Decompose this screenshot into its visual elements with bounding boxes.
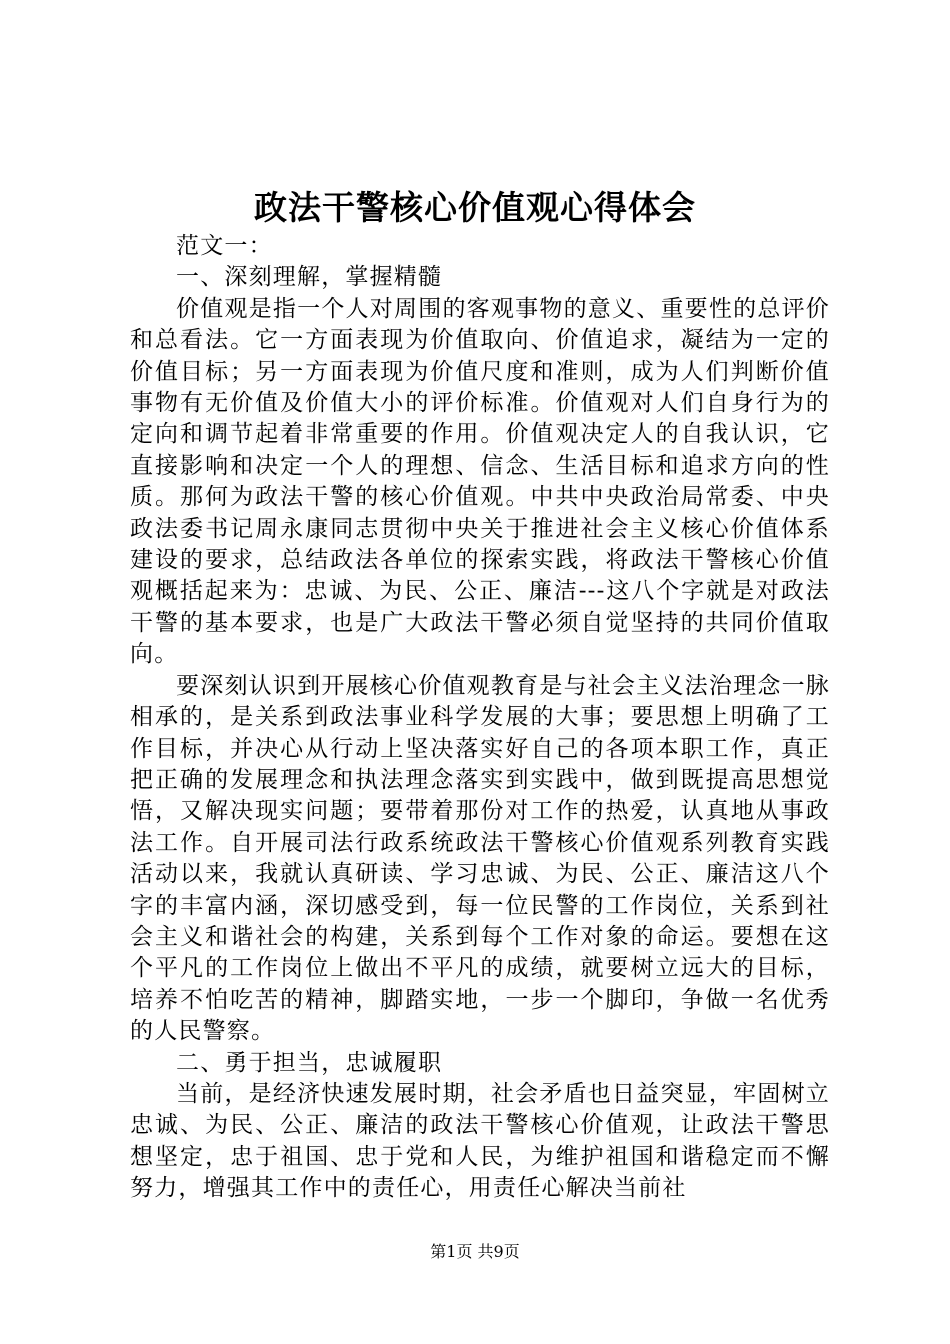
paragraph-label: 范文一： bbox=[176, 233, 273, 259]
paragraph: 要深刻认识到开展核心价值观教育是与社会主义法治理念一脉相承的，是关系到政法事业科学发展的大事；要思想上明确了工作目标，并决心从行动上坚决落实好自己的各项本职工作，真正把正确的发展理念和执法理念落实到实践中，做到既提高思想觉悟，又解决现实问题；要带着那份对工作的热爱，认真地从事政法工作。自开展司法行政系统政法干警核心价值观系列教育实践活动以来，我就认真研读、学习忠诚、为民、公正、廉洁这八个字的丰富内涵，深切感受到，每一位民警的工作岗位，关系到社会主义和谐社会的构建，关系到每个工作对象的命运。要想在这个平凡的工作岗位上做出不平凡的成绩，就要树立远大的目标，培养不怕吃苦的精神，脚踏实地，一步一个脚印，争做一名优秀的人民警察。 bbox=[130, 672, 830, 1045]
paragraph: 当前，是经济快速发展时期，社会矛盾也日益突显，牢固树立忠诚、为民、公正、廉洁的政法干警核心价值观，让政法干警思想坚定，忠于祖国、忠于党和人民，为维护祖国和谐稳定而不懈努力，增强其工作中的责任心，用责任心解决当前社 bbox=[130, 1080, 830, 1202]
document-title: 政法干警核心价值观心得体会 bbox=[254, 188, 696, 227]
section-heading-2: 二、勇于担当，忠诚履职 bbox=[176, 1049, 443, 1076]
paragraph: 价值观是指一个人对周围的客观事物的意义、重要性的总评价和总看法。它一方面表现为价值取向、价值追求，凝结为一定的价值目标；另一方面表现为价值尺度和准则，成为人们判断价值事物有无价值及价值大小的评价标准。价值观对人们自身行为的定向和调节起着非常重要的作用。价值观决定人的自我认识，它直接影响和决定一个人的理想、信念、生活目标和追求方向的性质。那何为政法干警的核心价值观。中共中央政治局常委、中央政法委书记周永康同志贯彻中央关于推进社会主义核心价值体系建设的要求，总结政法各单位的探索实践，将政法干警核心价值观概括起来为：忠诚、为民、公正、廉洁---这八个字就是对政法干警的基本要求，也是广大政法干警必须自觉坚持的共同价值取向。 bbox=[130, 295, 830, 668]
section-heading-1: 一、深刻理解，掌握精髓 bbox=[176, 264, 443, 291]
document-body bbox=[130, 231, 830, 1205]
page-number-footer: 第1页 共9页 bbox=[430, 1242, 520, 1261]
